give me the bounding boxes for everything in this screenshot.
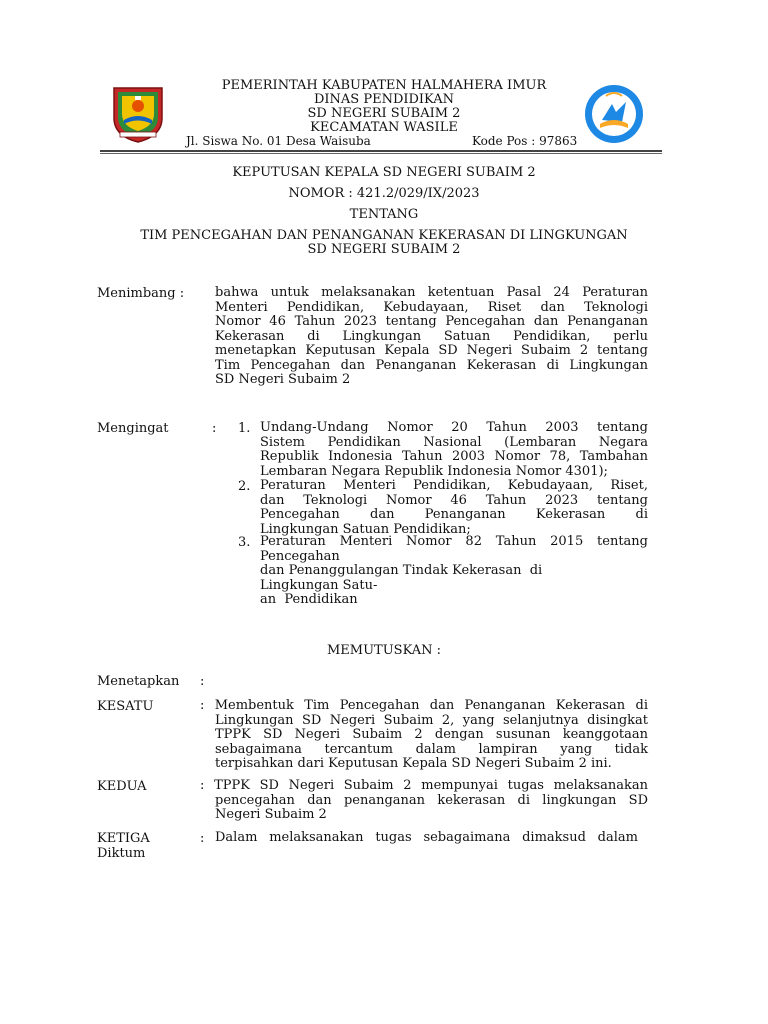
menimbang-line: SD Negeri Subaim 2 xyxy=(215,372,351,387)
ketiga-line: Dalam melaksanakan tugas sebagaimana dimaksud dalam xyxy=(215,830,638,845)
decree-number: NOMOR : 421.2/029/IX/2023 xyxy=(288,186,480,201)
mengingat-item-2 xyxy=(260,479,648,537)
mengingat-line: Lingkungan Satuan Pendidikan; xyxy=(260,521,471,537)
kesatu-body xyxy=(200,699,648,772)
menimbang-line: bahwa untuk melaksanakan ketentuan Pasal 24 Peraturan xyxy=(215,285,648,300)
mengingat-line: Pencegahan xyxy=(260,548,340,564)
kesatu-line: TPPK SD Negeri Subaim 2 dengan susunan keanggotaan xyxy=(215,727,648,742)
menimbang-line: Tim Pencegahan dan Penanganan Kekerasan di Lingkungan xyxy=(215,357,648,373)
mengingat-line: Lembaran Negara Republik Indonesia Nomor 4301); xyxy=(260,463,608,479)
mengingat-num-1: 1. xyxy=(238,421,251,436)
mengingat-line: Undang-Undang Nomor 20 Tahun 2003 tentang xyxy=(260,420,648,435)
mengingat-line: Republik Indonesia Tahun 2003 Nomor 78, Tambahan xyxy=(260,449,648,464)
mengingat-line: Lingkungan Satu- xyxy=(260,577,378,593)
mengingat-line: dan Penanggulangan Tindak Kekerasan di xyxy=(260,563,543,578)
ketiga-colon: : xyxy=(200,831,205,846)
mengingat-colon: : xyxy=(212,421,217,436)
menimbang-label: Menimbang : xyxy=(97,286,185,301)
mengingat-num-3: 3. xyxy=(238,535,251,550)
ketiga-label: KETIGA xyxy=(97,831,150,846)
mengingat-label: Mengingat xyxy=(97,421,169,436)
menetapkan-colon: : xyxy=(200,674,205,689)
menimbang-line: menetapkan Keputusan Kepala SD Negeri Subaim 2 tentang xyxy=(215,343,648,358)
mengingat-line: dan Teknologi Nomor 46 Tahun 2023 tentang xyxy=(260,492,648,508)
mengingat-num-2: 2. xyxy=(238,479,251,494)
memutuskan-heading: MEMUTUSKAN : xyxy=(326,643,442,658)
mengingat-line: Peraturan Menteri Pendidikan, Kebudayaan, Riset, xyxy=(260,478,648,493)
letterhead-address: Jl. Siswa No. 01 Desa Waisuba xyxy=(186,134,371,148)
menetapkan-label: Menetapkan xyxy=(97,674,180,689)
mengingat-line: Pencegahan dan Penanganan Kekerasan di xyxy=(260,507,648,522)
kesatu-line: sebagaimana tercantum dalam lampiran yang tidak xyxy=(215,741,648,757)
mengingat-item-3 xyxy=(260,535,648,608)
ketiga-body xyxy=(215,831,638,846)
decree-subject-line1: TIM PENCEGAHAN DAN PENANGANAN KEKERASAN DI LINGKUNGAN xyxy=(140,228,628,243)
kedua-line: Negeri Subaim 2 xyxy=(215,807,327,822)
menimbang-body xyxy=(215,286,648,388)
letterhead-rule xyxy=(100,150,662,152)
letterhead-district: KECAMATAN WASILE xyxy=(310,120,458,135)
letterhead-line2: DINAS PENDIDIKAN xyxy=(313,92,455,107)
kesatu-line: : Membentuk Tim Pencegahan dan Penanganan Kekerasan di xyxy=(200,698,648,713)
ketiga-label-diktum: Diktum xyxy=(97,846,146,861)
letterhead-school: SD NEGERI SUBAIM 2 xyxy=(307,106,461,121)
mengingat-line: Peraturan Menteri Nomor 82 Tahun 2015 tentang xyxy=(260,534,648,549)
kesatu-line: Lingkungan SD Negeri Subaim 2, yang selanjutnya disingkat xyxy=(215,712,648,728)
kesatu-line: terpisahkan dari Keputusan Kepala SD Negeri Subaim 2 ini. xyxy=(215,756,612,771)
mengingat-line: Sistem Pendidikan Nasional (Lembaran Negara xyxy=(260,434,648,450)
letterhead-postcode: Kode Pos : 97863 xyxy=(472,134,578,148)
kedua-label: KEDUA xyxy=(97,779,147,794)
kedua-line: : TPPK SD Negeri Subaim 2 mempunyai tugas melaksanakan xyxy=(200,778,648,793)
menimbang-line: Kekerasan di Lingkungan Satuan Pendidikan, perlu xyxy=(215,328,648,344)
mengingat-line: an Pendidikan xyxy=(260,592,358,607)
kedua-line: pencegahan dan penanganan kekerasan di lingkungan SD xyxy=(215,792,648,808)
mengingat-item-1 xyxy=(260,421,648,479)
kedua-body xyxy=(200,779,648,823)
menimbang-line: Nomor 46 Tahun 2023 tentang Pencegahan dan Penanganan xyxy=(215,314,648,329)
decree-subject-line2: SD NEGERI SUBAIM 2 xyxy=(307,242,461,257)
decree-title: KEPUTUSAN KEPALA SD NEGERI SUBAIM 2 xyxy=(232,165,536,180)
kesatu-label: KESATU xyxy=(97,699,154,714)
menimbang-line: Menteri Pendidikan, Kebudayaan, Riset dan Teknologi xyxy=(215,299,648,315)
letterhead-rule-thin xyxy=(100,153,662,154)
decree-tentang: TENTANG xyxy=(349,207,419,222)
letterhead-line1: PEMERINTAH KABUPATEN HALMAHERA IMUR xyxy=(221,78,547,93)
